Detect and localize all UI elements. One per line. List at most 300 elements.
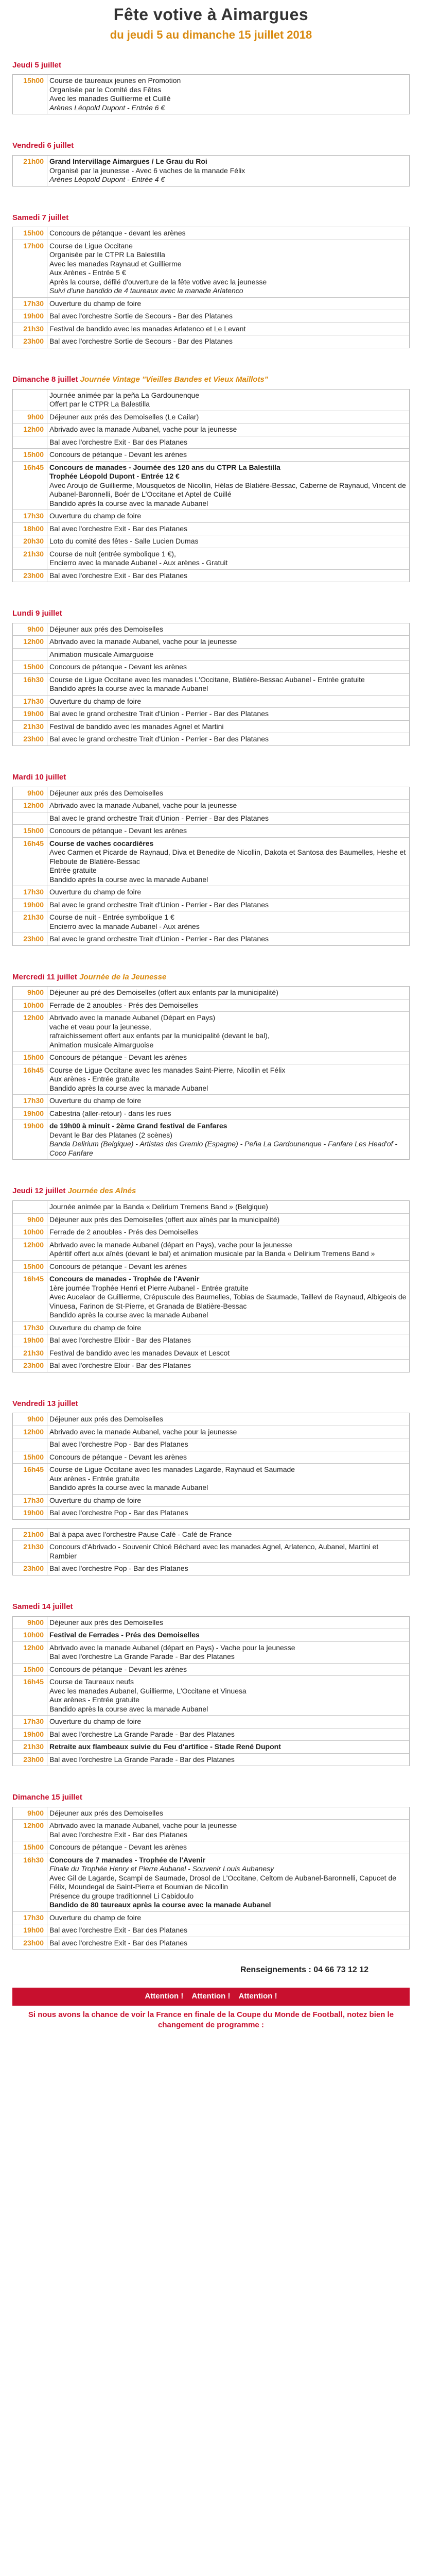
event-line: Bal avec le grand orchestre Trait d'Union - Perrier - Bar des Platanes: [49, 935, 269, 943]
schedule-row: [13, 899, 409, 912]
event-description: [47, 1438, 409, 1451]
schedule-row: [13, 1347, 409, 1360]
event-description: [47, 1334, 409, 1347]
event-description: [47, 1529, 409, 1541]
schedule-row: [13, 1451, 409, 1464]
schedule-row: [13, 1754, 409, 1766]
event-description: [47, 389, 409, 411]
event-description: [47, 812, 409, 825]
schedule-row: [13, 1108, 409, 1121]
schedule-row: [13, 708, 409, 721]
schedule-table: [12, 227, 410, 348]
event-time: 23h00: [23, 1938, 44, 1947]
event-line: Organisée par le CTPR La Balestilla: [49, 250, 165, 259]
event-time: 15h00: [23, 450, 44, 459]
event-line: Concours de pétanque - Devant les arènes: [49, 1843, 187, 1852]
schedule-row: [13, 733, 409, 745]
schedule-row: [13, 1642, 409, 1664]
event-line: Bal avec l'orchestre Elixir - Bar des Platanes: [49, 1361, 191, 1369]
schedule-row: [13, 156, 409, 186]
day-special: Journée de la Jeunesse: [79, 972, 167, 981]
event-line: Abrivado avec la manade Aubanel, vache pour la jeunesse: [49, 801, 237, 809]
event-description: [47, 661, 409, 673]
event-line: Abrivado avec la manade Aubanel (Départ en Pays): [49, 1013, 216, 1022]
event-description: [47, 1629, 409, 1641]
event-line: Bal avec l'orchestre Exit - Bar des Platanes: [49, 571, 188, 580]
event-time: 10h00: [23, 1228, 44, 1236]
event-line: Bal avec l'orchestre Exit - Bar des Platanes: [49, 1830, 188, 1839]
event-line: Concours de 7 manades - Trophée de l'Avenir: [49, 1855, 206, 1864]
event-line: Bal avec le grand orchestre Trait d'Union - Perrier - Bar des Platanes: [49, 814, 269, 822]
event-description: [47, 1413, 409, 1426]
event-line: Bal avec l'orchestre Pop - Bar des Platanes: [49, 1564, 188, 1573]
event-line: Déjeuner aux prés des Demoiselles (offert aux aînés par la municipalité): [49, 1215, 280, 1224]
day-special: Journée des Aînés: [67, 1187, 136, 1196]
event-description: [47, 1273, 409, 1321]
event-line: Abrivado avec la manade Aubanel (départ en Pays), vache pour la jeunesse: [49, 1240, 292, 1249]
event-time: 19h00: [23, 1122, 44, 1130]
day-special: Journée Vintage "Vieilles Bandes et Vieux Maillots": [80, 375, 268, 384]
schedule-table: [12, 1200, 410, 1372]
day-section: [12, 141, 410, 186]
event-description: [47, 1322, 409, 1334]
event-line: Ouverture du champ de foire: [49, 1913, 142, 1922]
event-line: Ouverture du champ de foire: [49, 1717, 142, 1725]
event-description: [47, 1854, 409, 1911]
event-description: [47, 156, 409, 186]
schedule-row: [13, 838, 409, 887]
schedule-row: [13, 1322, 409, 1335]
event-time: 19h00: [23, 312, 44, 320]
schedule-row: [13, 1261, 409, 1274]
event-time: 20h30: [23, 537, 44, 545]
event-time: 9h00: [27, 1618, 44, 1626]
day-title: [12, 1187, 410, 1196]
schedule-row: [13, 1854, 409, 1912]
event-description: [47, 1201, 409, 1213]
event-description: [47, 1664, 409, 1676]
event-time: 23h00: [23, 1755, 44, 1764]
program: [12, 61, 410, 1950]
schedule-table: [12, 1616, 410, 1767]
event-time: 9h00: [27, 788, 44, 797]
schedule-row: [13, 1937, 409, 1950]
event-description: [47, 1937, 409, 1950]
event-description: [47, 636, 409, 648]
event-line: Bal avec l'orchestre Exit - Bar des Platanes: [49, 437, 188, 446]
event-description: [47, 1541, 409, 1562]
event-line: Bandido après la course avec la manade Aubanel: [49, 875, 208, 884]
event-line: Bal avec l'orchestre La Grande Parade - Bar des Platanes: [49, 1730, 235, 1738]
event-time: 16h45: [23, 1065, 44, 1074]
schedule-row: [13, 661, 409, 674]
schedule-row: [13, 240, 409, 298]
event-time: [13, 1438, 47, 1451]
table-gap: [12, 1520, 410, 1528]
event-time: 16h30: [23, 1855, 44, 1864]
event-line: Ouverture du champ de foire: [49, 1496, 142, 1504]
event-line: Aux arènes - Entrée gratuite: [49, 1075, 140, 1083]
event-description: [47, 623, 409, 636]
day-section: [12, 1187, 410, 1372]
event-line: Encierro avec la manade Aubanel - Aux arènes: [49, 922, 200, 930]
schedule-table: [12, 389, 410, 583]
day-title-text: Jeudi 5 juillet: [12, 60, 62, 70]
schedule-row: [13, 911, 409, 933]
event-time: 17h00: [23, 241, 44, 250]
schedule-row: [13, 570, 409, 582]
schedule-row: [13, 462, 409, 511]
event-time: 9h00: [27, 624, 44, 633]
schedule-row: [13, 1095, 409, 1108]
schedule-row: [13, 1413, 409, 1426]
event-description: [47, 933, 409, 945]
schedule-row: [13, 696, 409, 708]
event-line: Déjeuner aux prés des Demoiselles (Le Cailar): [49, 412, 199, 421]
event-line: Bandido de 80 taureaux après la course avec la manade Aubanel: [49, 1901, 271, 1909]
page-subtitle: du jeudi 5 au dimanche 15 juillet 2018: [110, 28, 312, 41]
event-description: [47, 1451, 409, 1464]
event-description: [47, 1239, 409, 1260]
event-description: [47, 674, 409, 695]
event-time: 21h30: [23, 1348, 44, 1357]
schedule-row: [13, 1841, 409, 1854]
event-time: 15h00: [23, 229, 44, 238]
event-time: 16h45: [23, 463, 44, 471]
event-time: 21h00: [23, 1530, 44, 1538]
schedule-row: [13, 1360, 409, 1372]
event-line: Ouverture du champ de foire: [49, 888, 142, 896]
event-time: 18h00: [23, 524, 44, 533]
alert-text: Si nous avons la chance de voir la France en finale de la Coupe du Monde de Football, notez bien le changement de programme :: [28, 2010, 394, 2030]
event-line: Bal avec l'orchestre Pop - Bar des Platanes: [49, 1440, 188, 1449]
event-description: [47, 825, 409, 837]
event-time: 19h00: [23, 709, 44, 718]
schedule-row: [13, 674, 409, 696]
day-title-text: Samedi 7 juillet: [12, 213, 69, 222]
schedule-row: [13, 1541, 409, 1563]
event-line: Course de Ligue Occitane avec les manades Lagarde, Raynaud et Saumade: [49, 1465, 295, 1474]
event-line: Offert par le CTPR La Balestilla: [49, 400, 150, 408]
event-line: Arènes Léopold Dupont - Entrée 6 €: [49, 103, 165, 112]
event-line: Ferrade de 2 anoubles - Prés des Demoiselles: [49, 1001, 198, 1009]
schedule-row: [13, 1438, 409, 1451]
event-description: [47, 1716, 409, 1728]
event-description: [47, 298, 409, 310]
day-title: [12, 141, 410, 151]
event-description: [47, 708, 409, 720]
schedule-row: [13, 1676, 409, 1716]
event-line: Retraite aux flambeaux suivie du Feu d'artifice - Stade René Dupont: [49, 1742, 281, 1751]
event-description: [47, 696, 409, 708]
event-time: 16h30: [23, 675, 44, 684]
day-title: [12, 1602, 410, 1612]
schedule-row: [13, 812, 409, 825]
event-time: 15h00: [23, 1262, 44, 1270]
event-line: Présence du groupe traditionnel Li Cabidoulo: [49, 1891, 194, 1900]
event-line: Finale du Trophée Henry et Pierre Aubanel - Souvenir Louis Aubanesy: [49, 1865, 274, 1873]
event-time: 16h45: [23, 1465, 44, 1474]
schedule-row: [13, 825, 409, 838]
event-time: 15h00: [23, 1843, 44, 1852]
schedule-row: [13, 623, 409, 636]
schedule-row: [13, 1226, 409, 1239]
schedule-row: [13, 323, 409, 336]
event-time: 21h30: [23, 1742, 44, 1751]
event-description: [47, 548, 409, 569]
event-description: [47, 1108, 409, 1120]
schedule-table: [12, 1807, 410, 1950]
event-description: [47, 987, 409, 999]
event-time: 21h00: [23, 157, 44, 165]
event-time: 12h00: [23, 425, 44, 433]
event-description: [47, 649, 409, 661]
schedule-row: [13, 1214, 409, 1227]
schedule-row: [13, 1664, 409, 1676]
event-description: [47, 1507, 409, 1519]
event-line: Avec Aroujo de Guillierme, Mousquetos de Nicollin, Hélas de Blatière-Bessac, Caberne de Raynaud, Vincent de Aubanel-Baronnelli, Boér de L'Occitane et Aptel de Cuillé: [49, 481, 406, 498]
event-time: 15h00: [23, 1053, 44, 1062]
schedule-row: [13, 1807, 409, 1820]
schedule-row: [13, 1716, 409, 1728]
event-line: Abrivado avec la manade Aubanel (départ en Pays) - Vache pour la jeunesse: [49, 1643, 295, 1652]
event-line: de 19h00 à minuit - 2ème Grand festival de Fanfares: [49, 1122, 227, 1130]
day-section: [12, 213, 410, 348]
event-time: 12h00: [23, 637, 44, 646]
event-time: 19h00: [23, 1109, 44, 1117]
event-line: Festival de bandido avec les manades Agnel et Martini: [49, 722, 224, 731]
renseignements: Renseignements : 04 66 73 12 12: [240, 1965, 368, 1975]
alert-bar: Attention ! Attention ! Attention !: [12, 1988, 410, 2006]
event-description: [47, 838, 409, 886]
schedule-table: [12, 623, 410, 746]
event-description: [47, 240, 409, 297]
event-time: 17h30: [23, 1717, 44, 1725]
event-line: Course de Taureaux neufs: [49, 1677, 134, 1686]
event-time: 16h45: [23, 839, 44, 848]
event-time: 9h00: [27, 412, 44, 421]
event-description: [47, 510, 409, 522]
schedule-row: [13, 1426, 409, 1439]
schedule-row: [13, 1495, 409, 1507]
event-time: 23h00: [23, 1564, 44, 1573]
event-line: Bal avec l'orchestre Exit - Bar des Platanes: [49, 1938, 188, 1947]
event-line: Bal avec le grand orchestre Trait d'Union - Perrier - Bar des Platanes: [49, 735, 269, 743]
schedule-row: [13, 75, 409, 114]
event-time: 17h30: [23, 1913, 44, 1922]
schedule-row: [13, 548, 409, 570]
event-description: [47, 899, 409, 911]
day-title-text: Vendredi 13 juillet: [12, 1399, 78, 1408]
day-title-text: Mardi 10 juillet: [12, 772, 66, 782]
schedule-row: [13, 1273, 409, 1322]
event-line: Ouverture du champ de foire: [49, 1323, 142, 1332]
schedule-row: [13, 423, 409, 436]
event-line: Banda Delirium (Belgique) - Artistas des Gremio (Espagne) - Peña La Gardounenque - Fanfare Les Head'of - Coco Fanfare: [49, 1140, 398, 1157]
event-line: Suivi d'une bandido de 4 taureaux avec la manade Arlatenco: [49, 286, 243, 295]
event-description: [47, 310, 409, 323]
event-time: [13, 812, 47, 825]
event-description: [47, 1841, 409, 1854]
event-time: 19h00: [23, 1926, 44, 1935]
event-time: [13, 1201, 47, 1213]
day-section: [12, 609, 410, 746]
event-time: 21h30: [23, 1543, 44, 1551]
day-section: [12, 1602, 410, 1766]
event-time: 19h00: [23, 1509, 44, 1517]
schedule-row: [13, 1728, 409, 1741]
event-time: 15h00: [23, 826, 44, 835]
event-description: [47, 1754, 409, 1766]
schedule-row: [13, 1629, 409, 1642]
event-line: Concours de pétanque - Devant les arènes: [49, 826, 187, 835]
schedule-table: [12, 155, 410, 187]
event-description: [47, 335, 409, 348]
event-description: [47, 1820, 409, 1841]
event-time: 12h00: [23, 1643, 44, 1652]
event-line: Trophée Léopold Dupont - Entrée 12 €: [49, 472, 180, 480]
event-line: Concours de pétanque - devant les arènes: [49, 229, 186, 238]
schedule-row: [13, 1464, 409, 1495]
schedule-row: [13, 1529, 409, 1541]
event-description: [47, 1120, 409, 1159]
event-line: Après la course, défilé d'ouverture de la fête votive avec la jeunesse: [49, 277, 267, 286]
event-line: Bal avec le grand orchestre Trait d'Union - Perrier - Bar des Platanes: [49, 709, 269, 718]
event-line: Ouverture du champ de foire: [49, 697, 142, 705]
event-description: [47, 1214, 409, 1226]
event-line: Bandido après la course avec la manade Aubanel: [49, 1083, 208, 1092]
event-time: 10h00: [23, 1001, 44, 1009]
day-title-text: Jeudi 12 juillet: [12, 1187, 66, 1196]
event-time: 9h00: [27, 1415, 44, 1423]
event-description: [47, 411, 409, 423]
event-line: Animation musicale Aimarguoise: [49, 1040, 154, 1049]
event-line: Concours de pétanque - Devant les arènes: [49, 1452, 187, 1461]
day-title-text: Vendredi 6 juillet: [12, 141, 74, 150]
day-section: [12, 1399, 410, 1575]
schedule-table: [12, 986, 410, 1160]
event-time: [13, 389, 47, 411]
event-line: Concours de pétanque - Devant les arènes: [49, 1665, 187, 1673]
schedule-row: [13, 1924, 409, 1937]
event-line: Avec les manades Guillierme et Cuillé: [49, 94, 171, 103]
event-line: Concours de pétanque - Devant les arènes: [49, 1262, 187, 1270]
event-time: 17h30: [23, 512, 44, 520]
event-time: [13, 436, 47, 449]
event-line: Bal avec l'orchestre Exit - Bar des Platanes: [49, 1926, 188, 1935]
event-description: [47, 1617, 409, 1629]
event-line: Apéritif offert aux aînés (devant le bal) et animation musicale par la Banda « Delirium Tremens Band »: [49, 1249, 375, 1258]
event-time: 17h30: [23, 299, 44, 308]
event-time: 12h00: [23, 801, 44, 809]
event-time: 9h00: [27, 1808, 44, 1817]
day-title: [12, 213, 410, 223]
event-description: [47, 1426, 409, 1438]
alert-section: [12, 1988, 410, 2035]
day-section: [12, 1793, 410, 1950]
event-time: 9h00: [27, 1215, 44, 1224]
schedule-row: [13, 933, 409, 945]
event-line: Concours de manades - Journée des 120 ans du CTPR La Balestilla: [49, 463, 280, 471]
schedule-row: [13, 649, 409, 662]
event-time: 23h00: [23, 571, 44, 580]
schedule-table: [12, 1413, 410, 1520]
schedule-row: [13, 1239, 409, 1261]
event-time: 21h30: [23, 913, 44, 921]
schedule-row: [13, 886, 409, 899]
event-line: Avec Gil de Lagarde, Scampi de Saumade, Drosol de L'Occitane, Celtom de Aubanel-Baronnelli, Capucet de Félix, Moundegal de Saint-Pierre et Boumian de Nicollin: [49, 1873, 397, 1891]
event-line: Devant le Bar des Platanes (2 scènes): [49, 1130, 172, 1139]
event-line: Bandido après la course avec la manade Aubanel: [49, 499, 208, 507]
event-line: Organisée par le Comité des Fêtes: [49, 85, 162, 94]
day-title-text: Lundi 9 juillet: [12, 609, 62, 618]
event-description: [47, 733, 409, 745]
day-title-text: Dimanche 8 juillet: [12, 375, 78, 384]
event-description: [47, 1924, 409, 1937]
event-time: 9h00: [27, 988, 44, 997]
event-line: Bandido après la course avec la manade Aubanel: [49, 1311, 208, 1319]
schedule-row: [13, 1064, 409, 1095]
day-title: [12, 973, 410, 982]
schedule-row: [13, 310, 409, 323]
event-line: Organisé par la jeunesse - Avec 6 vaches de la manade Félix: [49, 166, 245, 175]
event-description: [47, 423, 409, 436]
event-description: [47, 436, 409, 449]
event-line: Festival de bandido avec les manades Devaux et Lescot: [49, 1348, 230, 1357]
event-line: Course de nuit - Entrée symbolique 1 €: [49, 913, 174, 921]
event-line: Course de nuit (entrée symbolique 1 €),: [49, 549, 176, 558]
event-line: Animation musicale Aimarguoise: [49, 650, 154, 658]
event-line: Course de Ligue Occitane avec les manades L'Occitane, Blatière-Bessac Aubanel - Entrée gratuite: [49, 675, 365, 684]
event-line: Ferrade de 2 anoubles - Prés des Demoiselles: [49, 1228, 198, 1236]
event-time: 17h30: [23, 1096, 44, 1105]
event-line: Bandido après la course avec la manade Aubanel: [49, 684, 208, 693]
event-line: Bal avec l'orchestre Sortie de Secours - Bar des Platanes: [49, 337, 233, 346]
day-title: [12, 773, 410, 783]
event-description: [47, 886, 409, 899]
event-time: 23h00: [23, 1361, 44, 1369]
event-description: [47, 227, 409, 240]
event-time: 19h00: [23, 1730, 44, 1738]
day-title: [12, 61, 410, 71]
schedule-row: [13, 1507, 409, 1519]
schedule-row: [13, 436, 409, 449]
event-line: Concours de pétanque - Devant les arènes: [49, 663, 187, 671]
event-time: 19h00: [23, 1336, 44, 1344]
event-description: [47, 1360, 409, 1372]
day-section: [12, 973, 410, 1160]
schedule-row: [13, 1012, 409, 1052]
event-description: [47, 1012, 409, 1051]
day-section: [12, 375, 410, 582]
day-title: [12, 1793, 410, 1803]
event-line: Abrivado avec la manade Aubanel, vache pour la jeunesse: [49, 1427, 237, 1436]
event-time: 12h00: [23, 1821, 44, 1830]
event-description: [47, 75, 409, 114]
schedule-row: [13, 510, 409, 523]
event-line: Avec les manades Aubanel, Guillierme, L'Occitane et Vinuesa: [49, 1686, 247, 1695]
event-line: Abrivado avec la manade Aubanel, vache pour la jeunesse: [49, 637, 237, 646]
event-line: Avec Aucelaor de Guillierme, Crépuscule des Baumelles, Tobias de Saumade, Taillevi de Raynaud, Albigeois de Vinuesa, Farinon de St-Pierre, et Granada de Blatière-Bessac: [49, 1293, 407, 1310]
event-description: [47, 1912, 409, 1924]
event-description: [47, 911, 409, 933]
schedule-row: [13, 787, 409, 800]
day-title-text: Dimanche 15 juillet: [12, 1793, 82, 1802]
event-line: Aux arènes - Entrée gratuite: [49, 1696, 140, 1704]
event-time: [13, 649, 47, 661]
schedule-row: [13, 389, 409, 411]
event-line: Bal avec l'orchestre La Grande Parade - Bar des Platanes: [49, 1755, 235, 1764]
